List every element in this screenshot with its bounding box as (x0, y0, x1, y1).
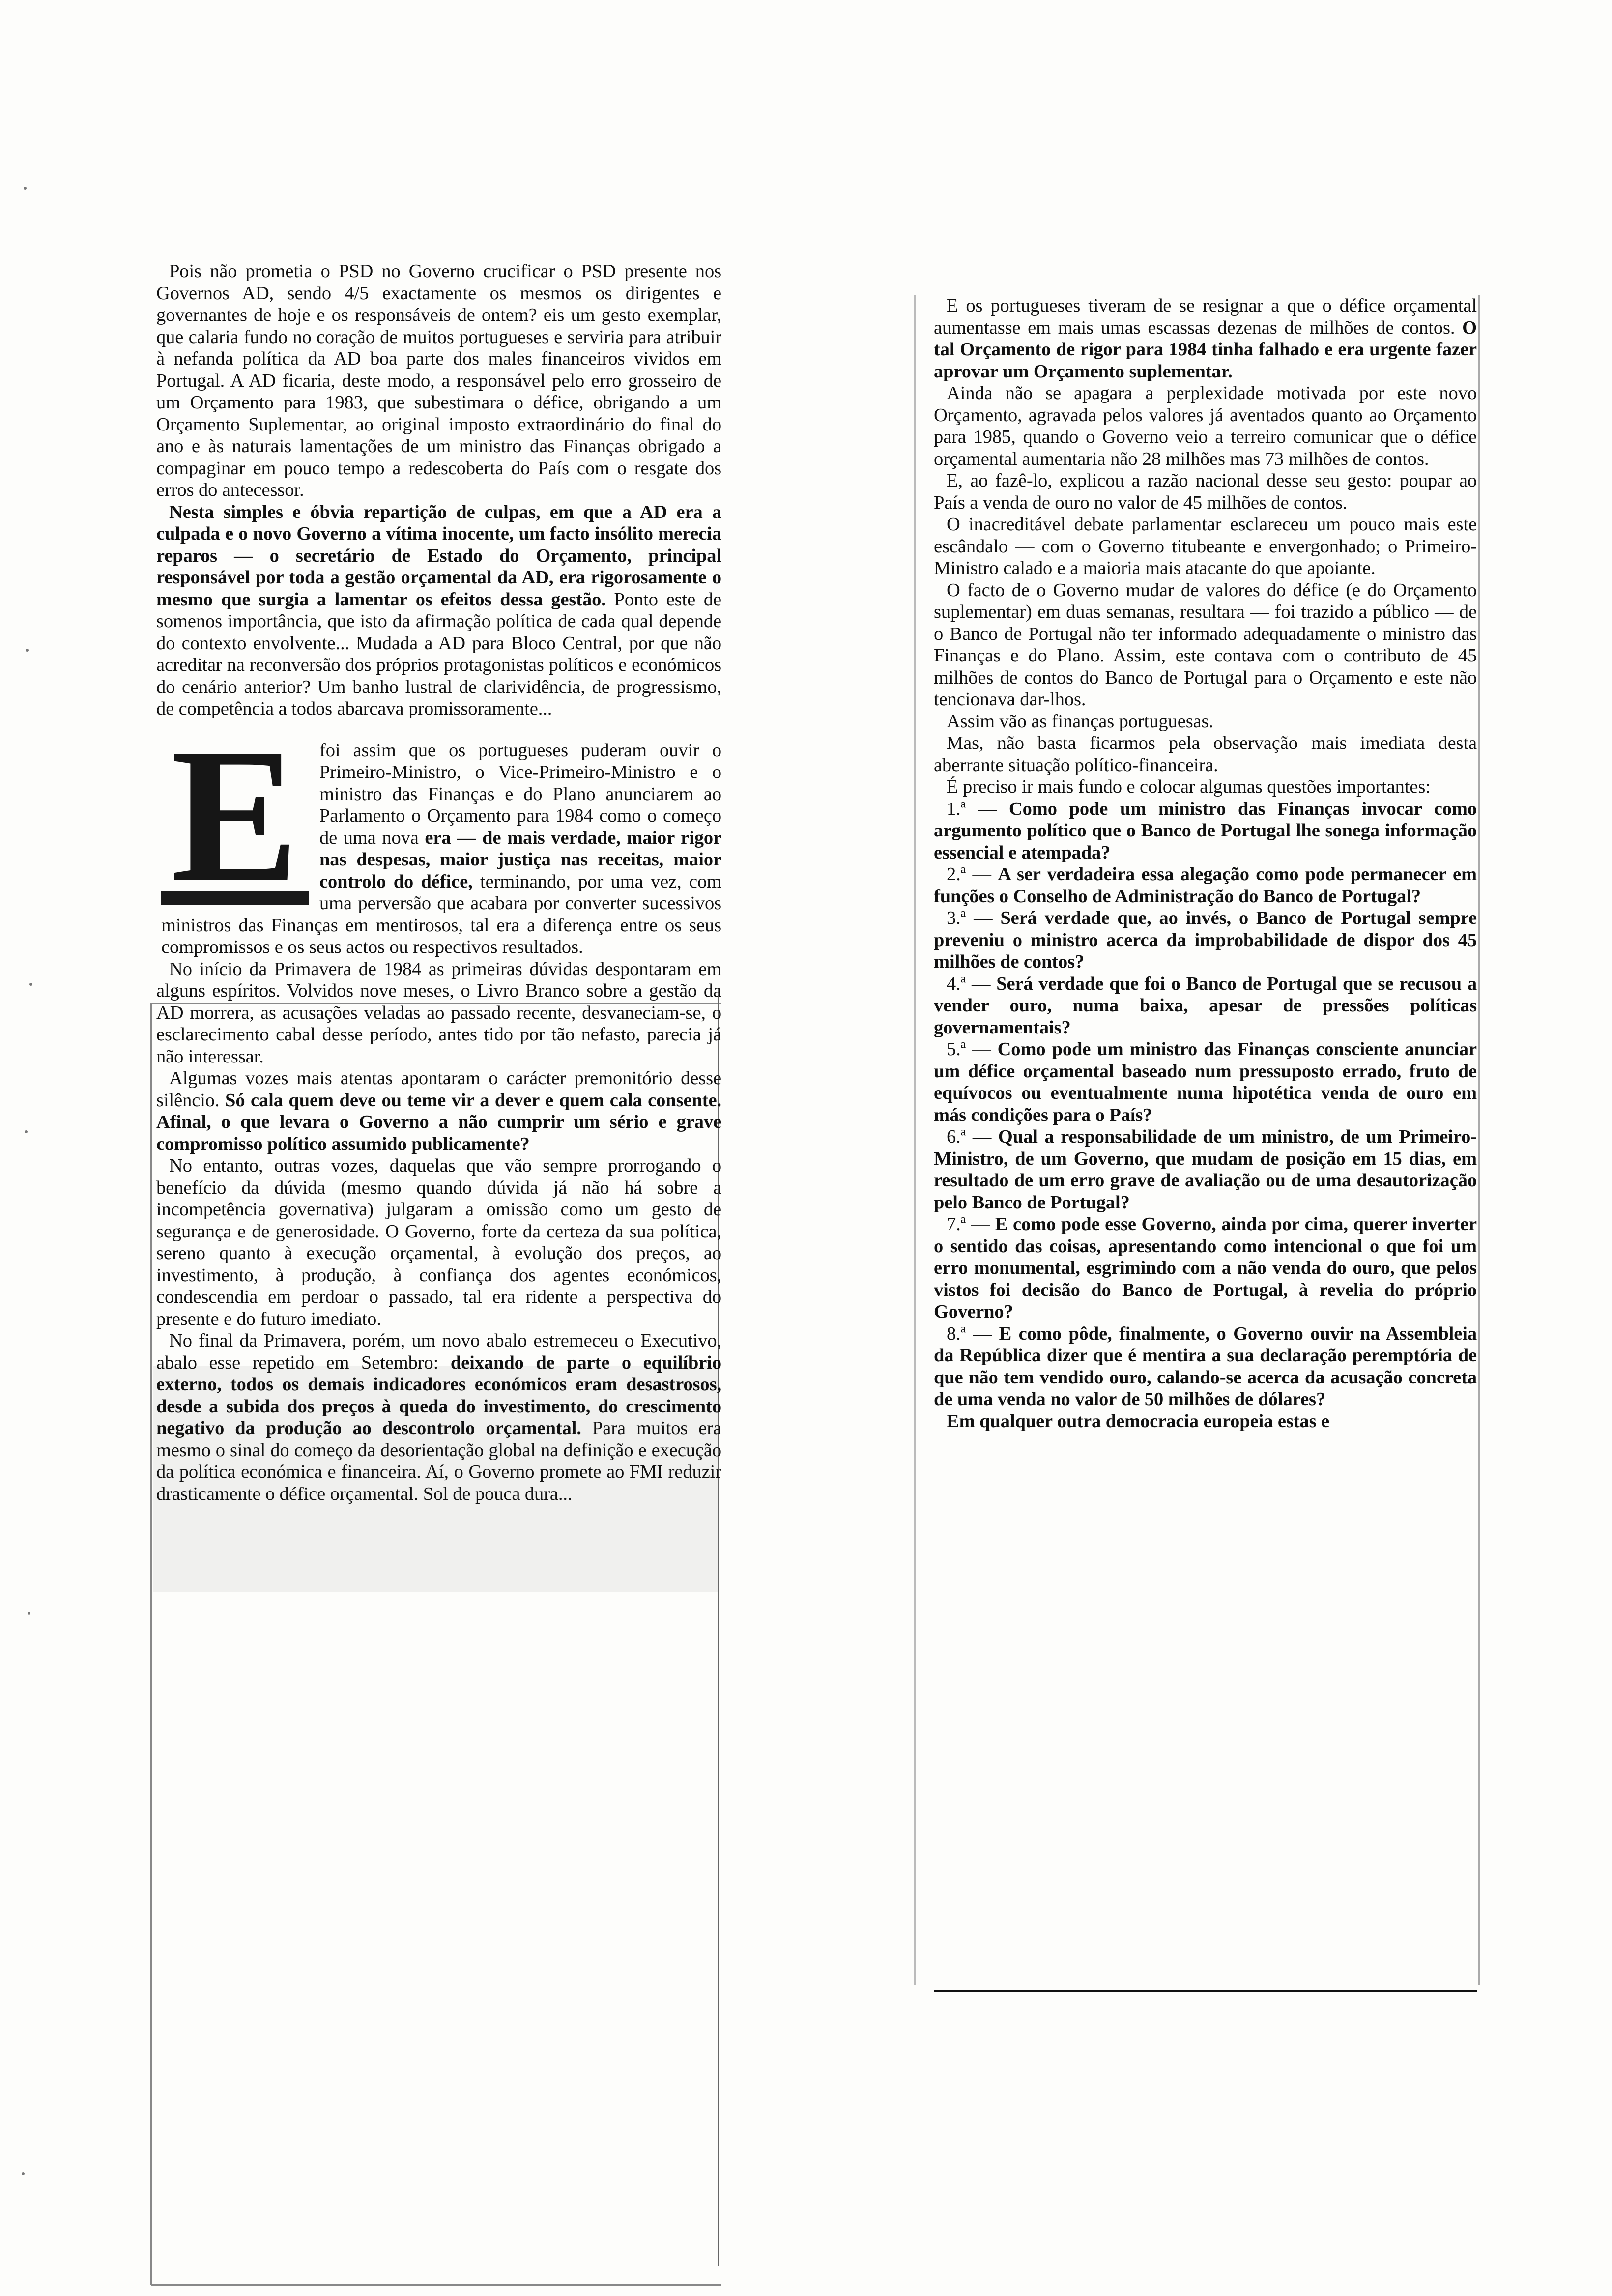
question-number: 1.ª — (947, 798, 997, 819)
bold-text: era — de mais verdade, maior rigor nas despesas, maior justiça nas receitas, maior controlo do défice, (319, 827, 721, 892)
bold-text: Só cala quem deve ou teme vir a dever e quem cala consente. Afinal, o que levara o Governo a não cumprir um sério e grave compromisso político assumido publicamente? (156, 1090, 721, 1154)
text: Algumas vozes mais atentas apontaram o carácter premonitório desse silêncio. (156, 1068, 721, 1111)
question-number: 2.ª — (947, 864, 991, 885)
question-4 (934, 973, 1477, 1039)
right-clipping-border-right (1478, 295, 1480, 1985)
paragraph: O inacreditável debate parlamentar esclareceu um pouco mais este escândalo — com o Governo titubeante e envergonhado; o Primeiro-Ministro calado e a maioria mais atacante do que apoiante. (934, 514, 1477, 578)
text: terminando, por uma vez, com uma perversão que acabara por converter sucessivos ministros das Finanças em mentirosos, tal era a diferença entre os seus compromissos e os seus actos ou respectivos resultados. (161, 871, 721, 957)
paragraph: E, ao fazê-lo, explicou a razão nacional desse seu gesto: poupar ao País a venda de ouro no valor de 45 milhões de contos. (934, 470, 1477, 513)
paragraph: O facto de o Governo mudar de valores do défice (e do Orçamento suplementar) em duas semanas, resultara — foi trazido a público — de o Banco de Portugal não ter informado adequadamente o ministro das Finanças e do Plano. Assim, este contava com o contributo de 45 milhões de contos do Banco de Portugal para o Orçamento e este não tencionava dar-lhos. (934, 579, 1477, 710)
paragraph: Ainda não se apagara a perplexidade motivada por este novo Orçamento, agravada pelos valores já aventados quanto ao Orçamento para 1985, quando o Governo veio a terreiro comunicar que o défice orçamental aumentaria não 28 milhões mas 73 milhões de contos. (934, 383, 1477, 469)
bottom-rule (934, 1990, 1477, 1992)
paragraph (156, 1330, 721, 1505)
bold-text: deixando de parte o equilíbrio externo, todos os demais indicadores económicos eram desastrosos, desde a subida dos preços à queda do investimento, do crescimento negativo da produção ao descontrolo orçamental. (156, 1352, 721, 1438)
question-7 (934, 1213, 1477, 1323)
paragraph: É preciso ir mais fundo e colocar algumas questões importantes: (947, 776, 1431, 797)
clipping-border-left (150, 1003, 152, 2285)
text: No final da Primavera, porém, um novo abalo estremeceu o Executivo, abalo esse repetido em Setembro: (156, 1330, 721, 1373)
question-number: 7.ª — (947, 1214, 990, 1234)
question-text: A ser verdadeira essa alegação como pode permanecer em funções o Conselho de Administração do Banco de Portugal? (934, 864, 1477, 907)
question-number: 8.ª — (947, 1323, 992, 1344)
right-column (934, 295, 1477, 1432)
question-text: Qual a responsabilidade de um ministro, de um Primeiro-Ministro, de um Governo, que mudam de posição em 15 dias, em resultado de um erro grave de avaliação ou de uma desautorização pelo Banco de Portugal? (934, 1126, 1477, 1213)
question-1 (934, 798, 1477, 864)
question-text: Como pode um ministro das Finanças consciente anunciar um défice orçamental baseado num pressuposto errado, fruto de equívocos ou eventualmente numa hipotética venda de ouro em más condições para o País? (934, 1039, 1477, 1125)
question-text: E como pode esse Governo, ainda por cima, querer inverter o sentido das coisas, apresentando como intencional o que foi um erro monumental, esgrimindo com a não venda do ouro, que pelos vistos foi decisão do Banco de Portugal, à revelia do próprio Governo? (934, 1214, 1477, 1322)
left-column (156, 260, 721, 1505)
question-number: 3.ª — (947, 908, 993, 928)
question-number: 6.ª — (947, 1126, 992, 1147)
question-text: E como pôde, finalmente, o Governo ouvir na Assembleia da República dizer que é mentira a sua declaração peremptória de que não tem vendido ouro, calando-se acerca da acusação concreta de uma venda no valor de 50 milhões de dólares? (934, 1323, 1477, 1409)
scan-speck (26, 649, 29, 652)
clipping-border-bottom (151, 2284, 721, 2286)
text: Para muitos era mesmo o sinal do começo da desorientação global na definição e execução da política económica e financeira. Aí, o Governo promete ao FMI reduzir drasticamente o défice orçamental. Sol de pouca dura... (156, 1418, 721, 1504)
scan-speck (29, 983, 32, 986)
scan-speck (22, 2172, 25, 2175)
scan-speck (25, 1130, 28, 1133)
question-6 (934, 1126, 1477, 1213)
question-text: Será verdade que, ao invés, o Banco de Portugal sempre preveniu o ministro acerca da improbabilidade de dispor dos 45 milhões de contos? (934, 908, 1477, 972)
closing-line: Em qualquer outra democracia europeia estas e (947, 1410, 1329, 1432)
question-3 (934, 907, 1477, 973)
paragraph: Pois não prometia o PSD no Governo crucificar o PSD presente nos Governos AD, sendo 4/5 exactamente os mesmos os dirigentes e governantes de hoje e os responsáveis de ontem? eis um gesto exemplar, que calaria fundo no coração de muitos portugueses e serviria para atribuir à nefanda política da AD boa parte dos males financeiros vividos em Portugal. A AD ficaria, deste modo, a responsável pelo erro grosseiro de um Orçamento para 1983, que subestimara o défice, obrigando a um Orçamento Suplementar, ao original imposto extraordinário do final do ano e às naturais lamentações de um ministro das Finanças obrigado a compaginar em pouco tempo a redescoberta do País com o resgate dos erros do antecessor. (156, 261, 721, 500)
question-number: 5.ª — (947, 1039, 991, 1060)
bold-text: O tal Orçamento de rigor para 1984 tinha falhado e era urgente fazer aprovar um Orçamento suplementar. (934, 317, 1477, 382)
dropcap-paragraph (161, 709, 721, 958)
question-text: Como pode um ministro das Finanças invocar como argumento político que o Banco de Portugal lhe sonega informação essencial e atempada? (934, 798, 1477, 863)
drop-cap-letter: E (171, 709, 299, 921)
scan-speck (28, 1612, 30, 1615)
question-5 (934, 1038, 1477, 1126)
paragraph (156, 501, 721, 720)
paragraph (156, 1067, 721, 1155)
text: Ponto este de somenos importância, que isto da afirmação política de cada qual depende do contexto envolvente... Mudada a AD para Bloco Central, por que não acreditar na reconversão dos próprios protagonistas políticos e económicos do cenário anterior? Um banho lustral de clarividência, de progressismo, de competência a todos abarcava promissoramente... (156, 589, 721, 719)
question-number: 4.ª — (947, 973, 991, 994)
question-text: Será verdade que foi o Banco de Portugal que se recusou a vender ouro, numa baixa, apesar de pressões políticas governamentais? (934, 973, 1477, 1038)
question-2 (934, 863, 1477, 907)
text: E os portugueses tiveram de se resignar a que o défice orçamental aumentasse em mais umas escassas dezenas de milhões de contos. (934, 295, 1477, 338)
scan-speck (24, 187, 27, 190)
drop-cap (161, 709, 309, 921)
paragraph: Assim vão as finanças portuguesas. (947, 711, 1213, 732)
right-clipping-border-left (914, 295, 916, 1985)
question-8 (934, 1323, 1477, 1410)
bold-text: Nesta simples e óbvia repartição de culpas, em que a AD era a culpada e o novo Governo a vítima inocente, um facto insólito merecia reparos — o secretário de Estado do Orçamento, principal responsável por toda a gestão orçamental da AD, era rigorosamente o mesmo que surgia a lamentar os efeitos dessa gestão. (156, 501, 721, 610)
paragraph (934, 295, 1477, 382)
paragraph: Mas, não basta ficarmos pela observação mais imediata desta aberrante situação político-financeira. (934, 733, 1477, 775)
paragraph: No início da Primavera de 1984 as primeiras dúvidas despontaram em alguns espíritos. Volvidos nove meses, o Livro Branco sobre a gestão da AD morrera, as acusações veladas ao passado recente, desvaneciam-se, o esclarecimento cabal desse período, antes tido por tão nefasto, parecia já não interessar. (156, 958, 721, 1067)
text: foi assim que os portugueses puderam ouvir o Primeiro-Ministro, o Vice-Primeiro-Ministro e o ministro das Finanças e do Plano anunciarem ao Parlamento o Orçamento para 1984 como o começo de uma nova (319, 740, 721, 848)
paragraph: No entanto, outras vozes, daquelas que vão sempre prorrogando o benefício da dúvida (mesmo quando dúvida já não há sobre a incompetência governativa) julgaram a omissão como um gesto de segurança e de generosidade. O Governo, forte da certeza da sua política, sereno quanto à execução orçamental, à evolução dos preços, ao investimento, à produção, à confiança dos agentes económicos, condescendia em perdoar o passado, tal era ridente a perspectiva do presente e do futuro imediato. (156, 1155, 721, 1329)
